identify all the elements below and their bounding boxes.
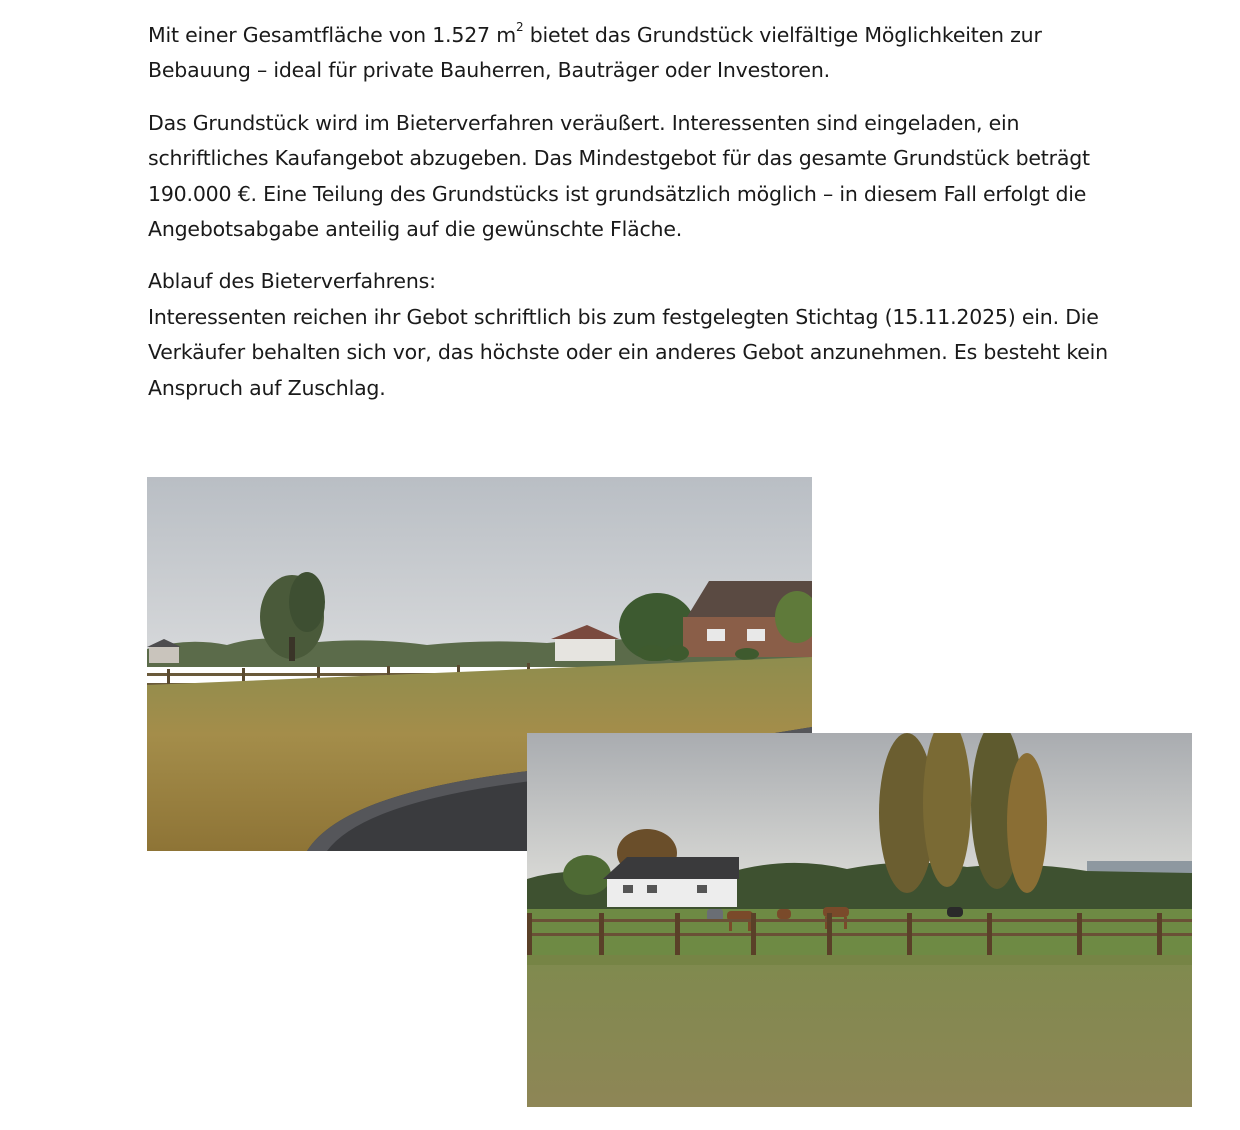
paragraph-bidding: Das Grundstück wird im Bieterverfahren veräußert. Interessenten sind eingeladen, ein schriftliches Kaufangebot abzugeben. Das Mindestgebot für das gesamte Grundstück beträgt 190.000 €. Eine Teilung des Grundstücks ist grundsätzlich möglich – in diesem Fall erfolgt die Angebotsabgabe anteilig auf die gewünschte Fläche. [148,110,1090,242]
paragraph-area: Mit einer Gesamtfläche von 1.527 $m^2$ bietet das Grundstück vielfältige Möglichkeiten zur Bebauung – ideal für private Bauherren, Bauträger oder Investoren. [148,20,1042,83]
paragraph-process [148,264,1108,406]
property-photo-2[interactable] [527,733,1192,1107]
process-heading: Ablauf des Bieterverfahrens: [148,269,436,294]
pasture-horses-image [527,733,1192,1107]
article-body [148,18,1108,423]
superscript-squared: 2 [515,20,524,35]
process-body: Interessenten reichen ihr Gebot schriftlich bis zum festgelegten Stichtag (15.11.2025) ein. Die Verkäufer behalten sich vor, das höchste oder ein anderes Gebot anzunehmen. Es besteht kein Anspruch auf Zuschlag. [148,304,1108,400]
